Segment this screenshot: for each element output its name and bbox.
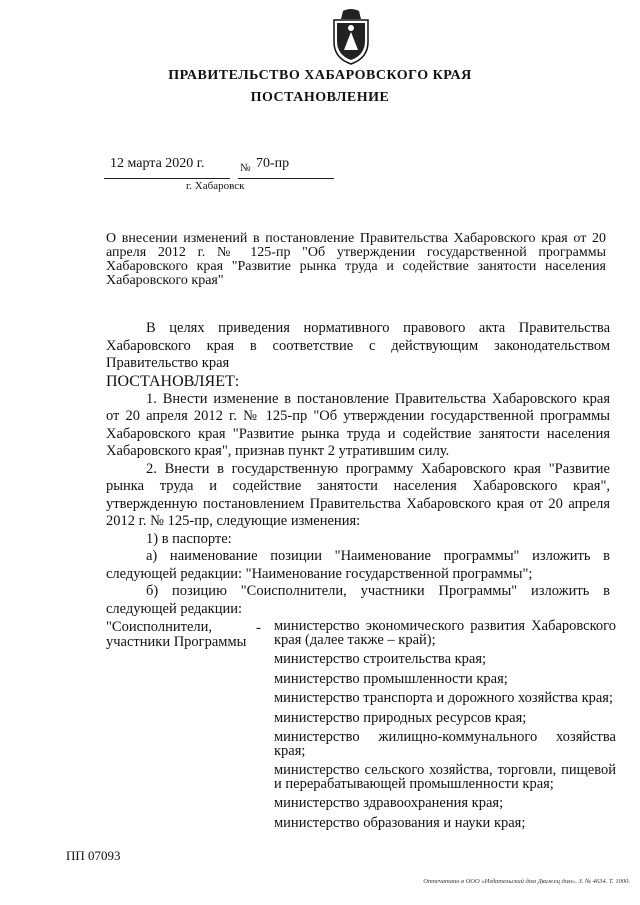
preamble: В целях приведения нормативного правового акта Правительства Хабаровского края в соответствие с действующим законодательством Правительство края [106, 320, 610, 371]
paragraph-3: 1) в паспорте: [146, 530, 232, 547]
list-item: министерство жилищно-коммунального хозяйства края; [274, 729, 616, 759]
document-date: 12 марта 2020 г. [110, 156, 205, 171]
document-type: ПОСТАНОВЛЕНИЕ [250, 90, 390, 105]
list-item: министерство транспорта и дорожного хозяйства края; [274, 690, 614, 706]
document-subject: О внесении изменений в постановление Правительства Хабаровского края от 20 апреля 2012 г. № 125-пр "Об утверждении государственной программы Хабаровского края "Развитие рынка труда и содействие занятости населения Хабаровского края" [106, 231, 606, 288]
list-item: министерство экономического развития Хабаровского края (далее также – край); [274, 618, 616, 648]
printer-note: Отпечатано в ООО «Издательский дом Движец дом». З. № 4634. Т. 1000. [423, 878, 630, 885]
paragraph-5: б) позицию "Соисполнители, участники Программы" изложить в следующей редакции: [106, 583, 610, 617]
number-underline [238, 178, 334, 179]
list-item: министерство строительства края; [274, 651, 487, 667]
paragraph-1: 1. Внести изменение в постановление Правительства Хабаровского края от 20 апреля 2012 г. № 125-пр "Об утверждении государственной программы Хабаровского края "Развитие рынка труда и содействие занятости населения Хабаровского края", признав пункт 2 утратившим силу. [106, 390, 610, 459]
paragraph-4: а) наименование позиции "Наименование программы" изложить в следующей редакции: "Наименование государственной программы"; [106, 548, 610, 582]
list-item: министерство образования и науки края; [274, 814, 526, 831]
date-underline [104, 178, 230, 179]
table-dash: - [256, 620, 261, 636]
list-item: министерство здравоохранения края; [274, 795, 504, 811]
list-item: министерство природных ресурсов края; [274, 709, 527, 726]
document-city: г. Хабаровск [186, 180, 245, 192]
list-item: министерство промышленности края; [274, 670, 508, 687]
document-code: ПП 07093 [66, 848, 121, 863]
document-body [106, 320, 610, 618]
document-number: 70-пр [256, 156, 290, 171]
khabarovsk-coat-of-arms-icon [330, 8, 372, 66]
list-item: министерство сельского хозяйства, торговли, пищевой и перерабатывающей промышленности края; [274, 762, 616, 792]
government-title: ПРАВИТЕЛЬСТВО ХАБАРОВСКОГО КРАЯ [168, 68, 472, 83]
number-sign: № [240, 162, 251, 174]
table-items [274, 620, 616, 836]
paragraph-2: 2. Внести в государственную программу Хабаровского края "Развитие рынка труда и содействие занятости населения Хабаровского края", утвержденную постановлением Правительства Хабаровского края от 20 апреля 2012 г. № 125-пр, следующие изменения: [106, 460, 610, 529]
table-label: "Соисполнители, участники Программы [106, 619, 247, 650]
decree-word: ПОСТАНОВЛЯЕТ: [106, 372, 240, 390]
